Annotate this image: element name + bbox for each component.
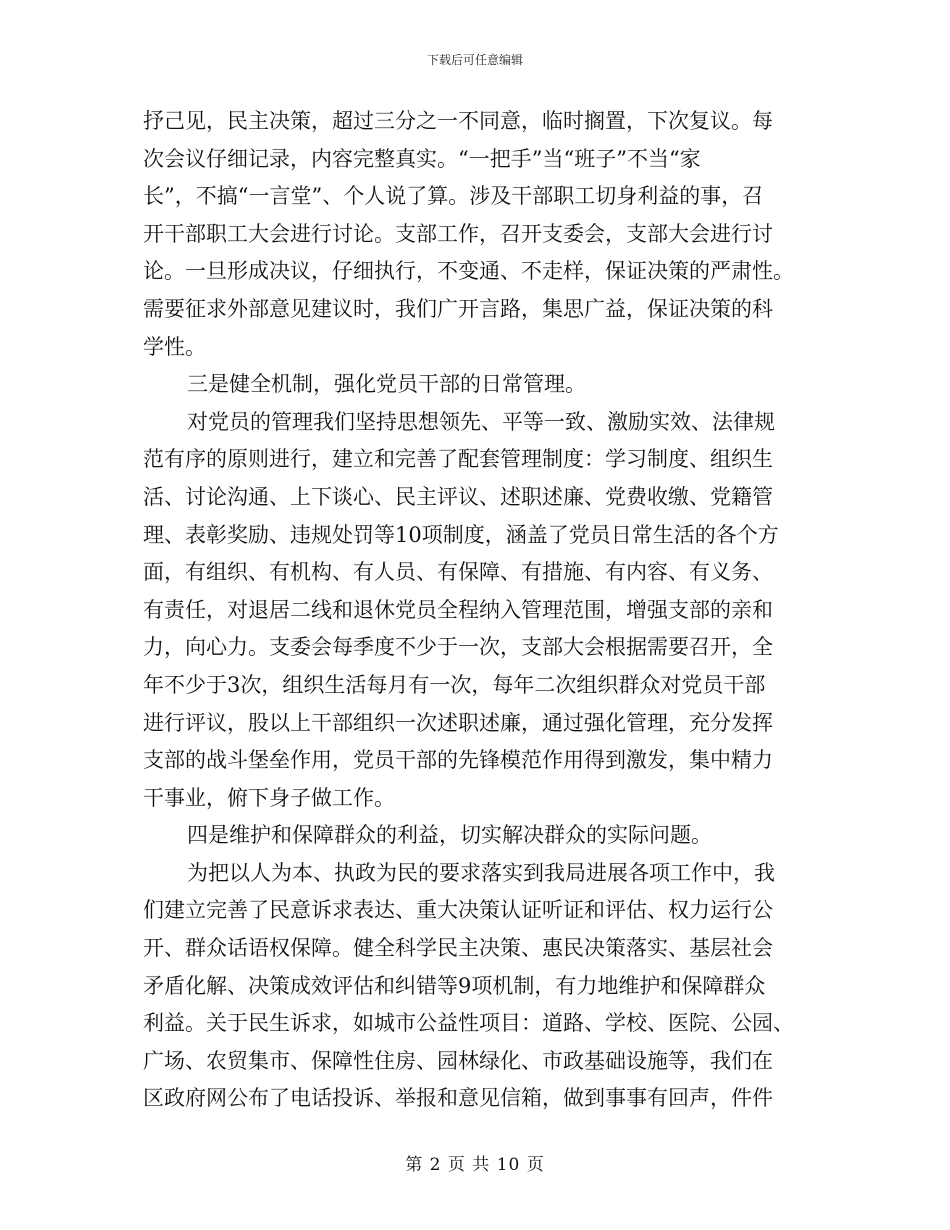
text-line: 力，向心力。支委会每季度不少于一次，支部大会根据需要召开，全 bbox=[143, 635, 773, 660]
page-number-footer: 第 2 页 共 10 页 bbox=[405, 1155, 545, 1175]
text-line: 活、讨论沟通、上下谈心、民主评议、述职述廉、党费收缴、党籍管 bbox=[143, 484, 773, 509]
text-line: 矛盾化解、决策成效评估和纠错等9项机制，有力地维护和保障群众 bbox=[143, 973, 766, 998]
text-line: 四是维护和保障群众的利益，切实解决群众的实际问题。 bbox=[187, 823, 712, 848]
text-line: 抒己见，民主决策，超过三分之一不同意，临时搁置，下次复议。每 bbox=[143, 109, 773, 133]
text-line: 开干部职工大会进行讨论。支部工作，召开支委会，支部大会进行讨 bbox=[143, 221, 773, 246]
section-heading-four bbox=[143, 817, 810, 855]
text-line: 范有序的原则进行，建立和完善了配套管理制度：学习制度、组织生 bbox=[143, 447, 773, 472]
text-line: 面，有组织、有机构、有人员、有保障、有措施、有内容、有义务、 bbox=[143, 560, 773, 585]
paragraph-decision-making bbox=[143, 103, 810, 366]
text-line: 支部的战斗堡垒作用，党员干部的先锋模范作用得到激发，集中精力 bbox=[143, 748, 773, 773]
text-line: 三是健全机制，强化党员干部的日常管理。 bbox=[187, 372, 586, 397]
text-line: 开、群众话语权保障。健全科学民主决策、惠民决策落实、基层社会 bbox=[143, 936, 773, 961]
paragraph-party-management bbox=[143, 404, 810, 818]
text-line: 次会议仔细记录，内容完整真实。“一把手”当“班子”不当“家 bbox=[143, 146, 701, 171]
text-line: 干事业，俯下身子做工作。 bbox=[143, 785, 395, 810]
text-line: 进行评议，股以上干部组织一次述职述廉，通过强化管理，充分发挥 bbox=[143, 710, 773, 735]
text-line: 学性。 bbox=[143, 334, 206, 359]
page-header: 下载后可任意编辑 bbox=[426, 53, 523, 67]
text-line: 为把以人为本、执政为民的要求落实到我局进展各项工作中，我 bbox=[187, 860, 775, 885]
text-line: 对党员的管理我们坚持思想领先、平等一致、激励实效、法律规 bbox=[187, 409, 775, 434]
text-line: 长”，不搞“一言堂”、个人说了算。涉及干部职工切身利益的事，召 bbox=[143, 184, 764, 209]
text-line: 们建立完善了民意诉求表达、重大决策认证听证和评估、权力运行公 bbox=[143, 898, 773, 923]
text-line: 理、表彰奖励、违规处罚等10项制度，涵盖了党员日常生活的各个方 bbox=[143, 522, 779, 547]
document-body bbox=[143, 103, 810, 1118]
text-line: 论。一旦形成决议，仔细执行，不变通、不走样，保证决策的严肃性。 bbox=[143, 259, 794, 284]
section-heading-three bbox=[143, 366, 810, 404]
text-line: 利益。关于民生诉求，如城市公益性项目：道路、学校、医院、公园、 bbox=[143, 1011, 794, 1036]
paragraph-public-interest bbox=[143, 855, 810, 1118]
text-line: 区政府网公布了电话投诉、举报和意见信箱，做到事事有回声，件件 bbox=[143, 1086, 773, 1111]
text-line: 广场、农贸集市、保障性住房、园林绿化、市政基础设施等，我们在 bbox=[143, 1048, 773, 1073]
text-line: 年不少于3次，组织生活每月有一次，每年二次组织群众对党员干部 bbox=[143, 672, 766, 697]
text-line: 需要征求外部意见建议时，我们广开言路，集思广益，保证决策的科 bbox=[143, 296, 773, 321]
text-line: 有责任，对退居二线和退休党员全程纳入管理范围，增强支部的亲和 bbox=[143, 597, 773, 622]
